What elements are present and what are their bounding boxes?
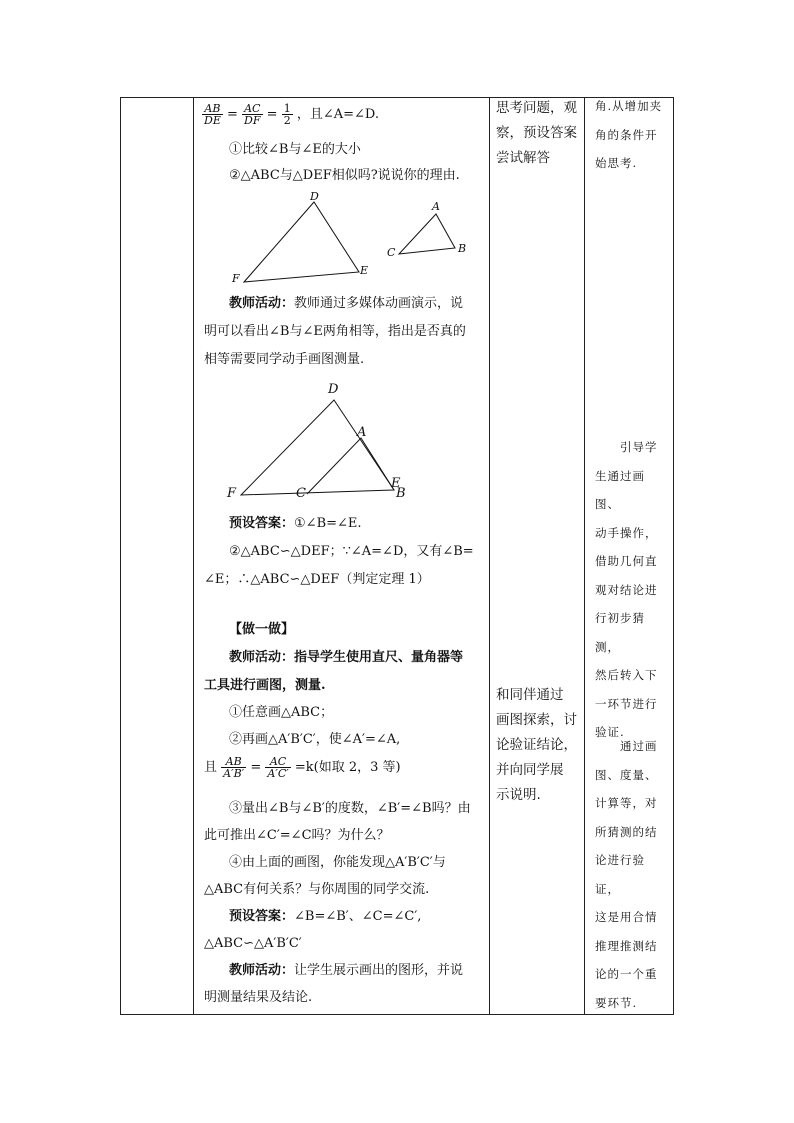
label-f: F [227,486,237,501]
step-3-line2: 此可推出∠C′=∠C吗？为什么？ [204,828,390,843]
label-f: F [232,272,240,285]
triangle-def [241,400,394,495]
ratio-condition: $\frac{AB}{DE}$ = $\frac{AC}{DF}$ = $\frac{1}{2}$ ，且∠A=∠D. [204,102,379,127]
fraction: $\frac{AC}{DF}$ [244,102,261,127]
teacher-activity-3: 教师活动：让学生展示画出的图形，并说 [229,963,464,978]
label-a: A [432,200,440,213]
figure-two-triangles [194,190,484,286]
label-c: C [296,486,306,501]
triangle-abc [307,438,394,494]
teacher-activity-1-line3: 相等需要同学动手画图测量. [204,352,365,367]
label-d: D [328,382,339,397]
label-e: E [391,476,401,491]
label-a: A [357,425,367,440]
design-intent-2: 引导学 生通过画图、 动手操作， 借助几何直 观对结论进 行初步猜测， 然后转入下 一环节进行 验证. [595,440,658,739]
step-3: ③量出∠B与∠B′的度数，∠B′=∠B吗？由 [229,801,471,816]
label-e: E [360,264,369,277]
preset-answer-1-line2: ②△ABC∽△DEF；∵∠A=∠D，又有∠B= [229,544,474,559]
triangle-abc [399,214,455,254]
preset-answer-1: 预设答案：①∠B=∠E. [229,516,362,531]
design-intent-3: 通过画 图、度量、 计算等，对 所猜测的结 论进行验证， 这是用合情 推理推测结 论的一个重 要环节. [595,739,658,1010]
fraction: $\frac{AB}{DE}$ [204,102,221,127]
label-b: B [396,486,406,501]
figure-overlapped-triangles [194,381,484,501]
triangle-def [244,202,359,282]
teacher-activity-3-line2: 明测量结果及结论. [204,990,313,1005]
step-2-ratio: 且 $\frac{AB}{A'B'}$ = $\frac{AC}{A'C'}$ =k(如取 2，3 等) [204,755,401,780]
step-4: ④由上面的画图，你能发现△A′B′C′与 [229,855,446,870]
student-activity-1: 思考问题，观 察，预设答案 尝试解答 [496,100,577,166]
preset-answer-2: 预设答案：∠B=∠B′、∠C=∠C′, [229,909,422,924]
teacher-activity-1: 教师活动：教师通过多媒体动画演示，说 [229,296,464,311]
label-c: C [387,246,396,259]
teacher-activity-2: 教师活动：指导学生使用直尺、量角器等 [229,650,464,665]
section-heading-do-it: 【做一做】 [229,622,295,637]
label-b: B [458,242,467,255]
preset-answer-2-line2: △ABC∽△A′B′C′ [204,936,302,951]
fraction: $\frac{AB}{A'B'}$ [223,755,245,780]
step-2: ②再画△A′B′C′，使∠A′=∠A, [229,732,401,747]
step-4-line2: △ABC有何关系？与你周围的同学交流. [204,882,430,897]
step-1: ①任意画△ABC； [229,705,334,720]
teacher-activity-1-line2: 明可以看出∠B与∠E两角相等，指出是否真的 [204,324,466,339]
question-1: ①比较∠B与∠E的大小 [229,142,361,157]
student-activity-2: 和同伴通过 画图探索，讨 论验证结论， 并向同学展 示说明. [496,687,577,803]
fraction: $\frac{AC}{A'C'}$ [267,755,289,780]
preset-answer-1-line3: ∠E；∴△ABC∽△DEF（判定定理 1） [204,572,430,587]
teacher-activity-2-line2: 工具进行画图，测量. [204,678,326,693]
column-divider [584,98,585,1014]
column-divider [489,98,490,1014]
question-2: ②△ABC与△DEF相似吗?说说你的理由. [229,168,460,183]
label-d: D [310,190,319,203]
fraction: $\frac{1}{2}$ [283,102,291,127]
design-intent-1: 角.从增加夹 角的条件开 始思考. [595,99,663,170]
lesson-table [120,97,674,1015]
